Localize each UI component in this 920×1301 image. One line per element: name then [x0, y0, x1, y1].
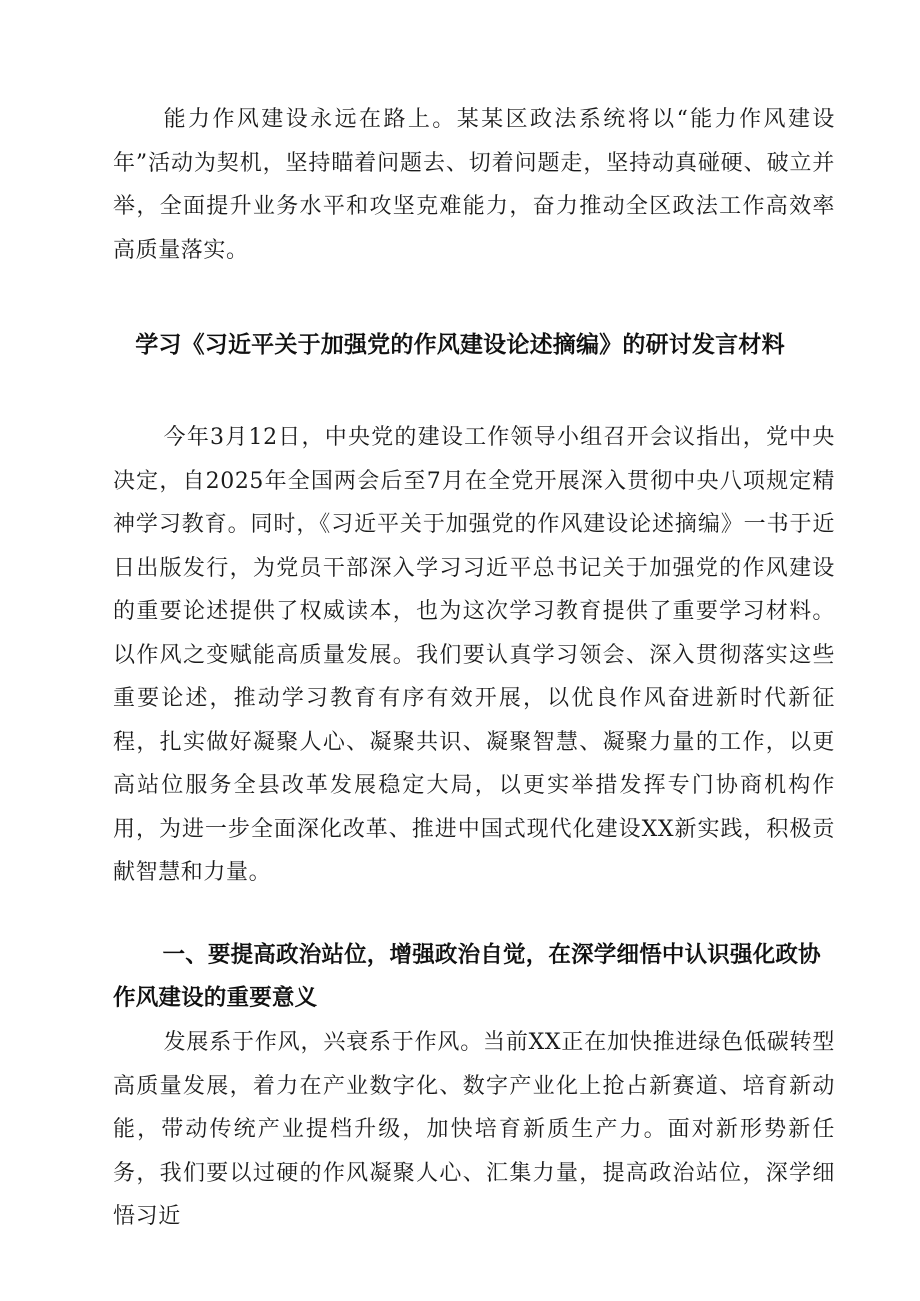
body-paragraph-2: 今年3月12日，中央党的建设工作领导小组召开会议指出，党中央决定，自2025年全国两会后至7月在全党开展深入贯彻中央八项规定精神学习教育。同时，《习近平关于加强党的作风建设论述摘编》一书于近日出版发行，为党员干部深入学习习近平总书记关于加强党的作风建设的重要论述提供了权威读本，也为这次学习教育提供了重要学习材料。以作风之变赋能高质量发展。我们要认真学习领会、深入贯彻落实这些重要论述，推动学习教育有序有效开展，以优良作风奋进新时代新征程，扎实做好凝聚人心、凝聚共识、凝聚智慧、凝聚力量的工作，以更高站位服务全县改革发展稳定大局，以更实举措发挥专门协商机构作用，为进一步全面深化改革、推进中国式现代化建设XX新实践，积极贡献智慧和力量。 — [113, 425, 835, 885]
section-heading-1: 一、要提高政治站位，增强政治自觉，在深学细悟中认识强化政协作风建设的重要意义 — [113, 942, 821, 1011]
body-paragraph-3: 发展系于作风，兴衰系于作风。当前XX正在加快推进绿色低碳转型高质量发展，着力在产业数字化、数字产业化上抢占新赛道、培育新动能，带动传统产业提档升级，加快培育新质生产力。面对新形势新任务，我们要以过硬的作风凝聚人心、汇集力量，提高政治站位，深学细悟习近 — [113, 1030, 835, 1229]
article-title: 学习《习近平关于加强党的作风建设论述摘编》的研讨发言材料 — [135, 332, 785, 358]
body-paragraph-1: 能力作风建设永远在路上。某某区政法系统将以“能力作风建设年”活动为契机，坚持瞄着问题去、切着问题走，坚持动真碰硬、破立并举，全面提升业务水平和攻坚克难能力，奋力推动全区政法工作高效率高质量落实。 — [113, 107, 835, 263]
